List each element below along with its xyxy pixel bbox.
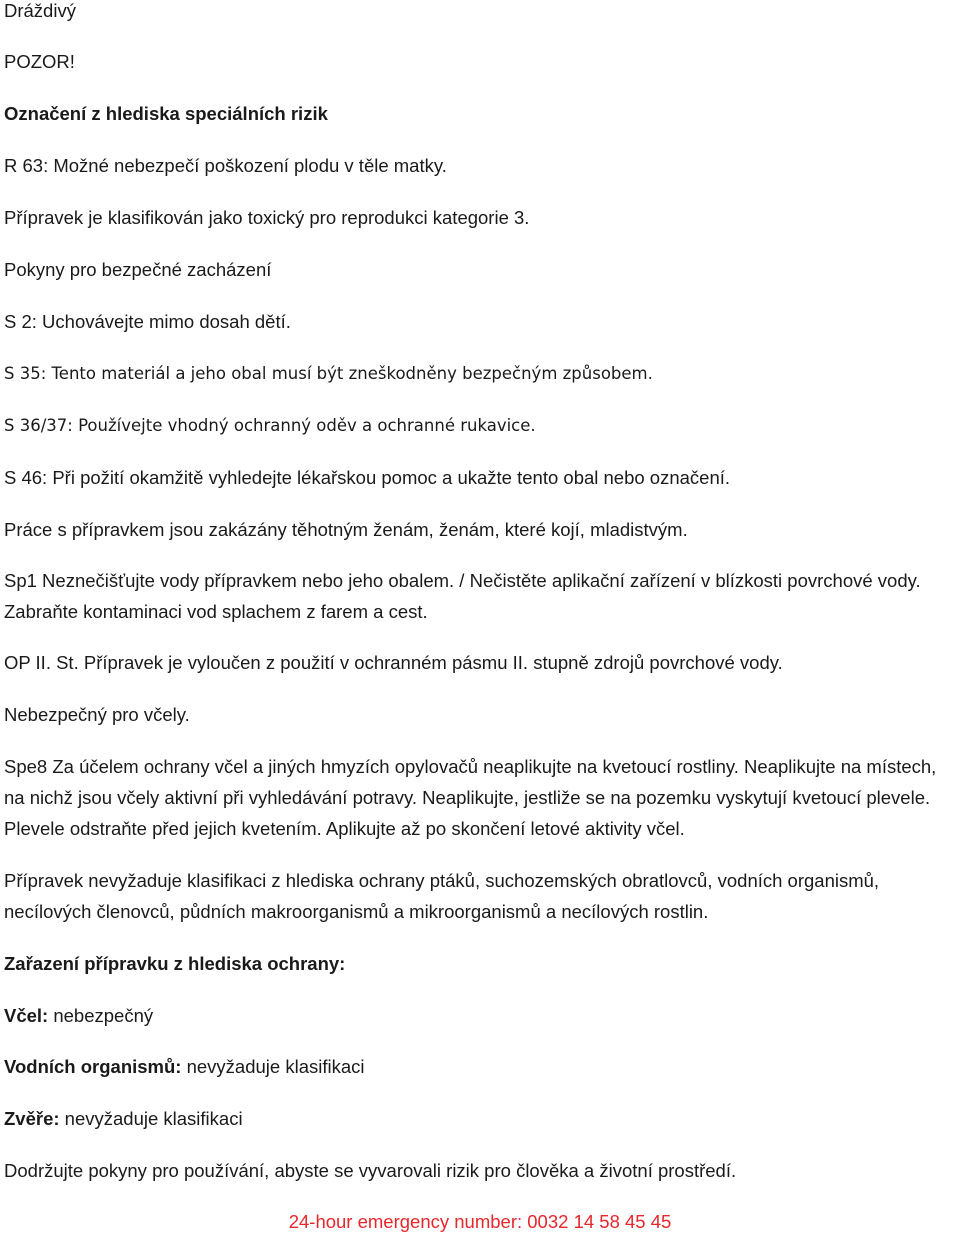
classification-bees-label: Včel:: [4, 1005, 49, 1026]
emergency-number: 24-hour emergency number: 0032 14 58 45 45: [288, 1211, 672, 1232]
classification-bees-value: nebezpečný: [48, 1005, 154, 1026]
classification-aquatic-value: nevyžaduje klasifikaci: [181, 1056, 365, 1077]
bee-hazard-note: Nebezpečný pro včely.: [4, 704, 190, 725]
phrase-spe8: Spe8 Za účelem ochrany včel a jiných hmyzích opylovačů neaplikujte na kvetoucí rostliny. Neaplikujte na místech, na nichž jsou včely aktivní při vyhledávání potravy. Neaplikujte, jestliže se na pozemku vyskytují kvetoucí plevele. Plevele odstraňte před jejich kvetením. Aplikujte až po skončení letové aktivity včel.: [4, 756, 937, 839]
classification-exemption-note: Přípravek nevyžaduje klasifikaci z hlediska ochrany ptáků, suchozemských obratlovců, vodních organismů, necílových členovců, půdních makroorganismů a mikroorganismů a necílových rostlin.: [4, 870, 880, 922]
safety-phrase-s35: S 35: Tento materiál a jeho obal musí být zneškodněny bezpečným způsobem.: [4, 364, 653, 383]
classification-game: [4, 1103, 243, 1134]
classification-note: Přípravek je klasifikován jako toxický pro reprodukci kategorie 3.: [4, 207, 530, 228]
safety-phrase-s46: S 46: Při požití okamžitě vyhledejte lékařskou pomoc a ukažte tento obal nebo označení.: [4, 467, 731, 488]
signal-word: POZOR!: [4, 51, 75, 72]
classification-bees: [4, 1000, 153, 1031]
protection-zone-note: OP II. St. Přípravek je vyloučen z použití v ochranném pásmu II. stupně zdrojů povrchové vody.: [4, 652, 783, 673]
safety-phrase-s2: S 2: Uchovávejte mimo dosah dětí.: [4, 311, 291, 332]
classification-game-value: nevyžaduje klasifikaci: [59, 1108, 243, 1129]
usage-instruction-note: Dodržujte pokyny pro používání, abyste se vyvarovali rizik pro člověka a životní prostředí.: [4, 1160, 737, 1181]
classification-game-label: Zvěře:: [4, 1108, 60, 1129]
safety-phrase-s36-37: S 36/37: Používejte vhodný ochranný oděv a ochranné rukavice.: [4, 416, 536, 435]
work-restriction-note: Práce s přípravkem jsou zakázány těhotným ženám, ženám, které kojí, mladistvým.: [4, 519, 688, 540]
section-heading-protection-classification: Zařazení přípravku z hlediska ochrany:: [4, 953, 346, 974]
section-heading-safe-handling: Pokyny pro bezpečné zacházení: [4, 259, 272, 280]
section-heading-special-risks: Označení z hlediska speciálních rizik: [4, 103, 328, 124]
classification-aquatic-label: Vodních organismů:: [4, 1056, 182, 1077]
classification-aquatic: [4, 1051, 365, 1082]
risk-phrase-r63: R 63: Možné nebezpečí poškození plodu v těle matky.: [4, 155, 447, 176]
phrase-sp1: Sp1 Neznečišťujte vody přípravkem nebo jeho obalem. / Nečistěte aplikační zařízení v blízkosti povrchové vody. Zabraňte kontaminaci vod splachem z farem a cest.: [4, 570, 921, 622]
hazard-class: Dráždivý: [4, 0, 76, 21]
